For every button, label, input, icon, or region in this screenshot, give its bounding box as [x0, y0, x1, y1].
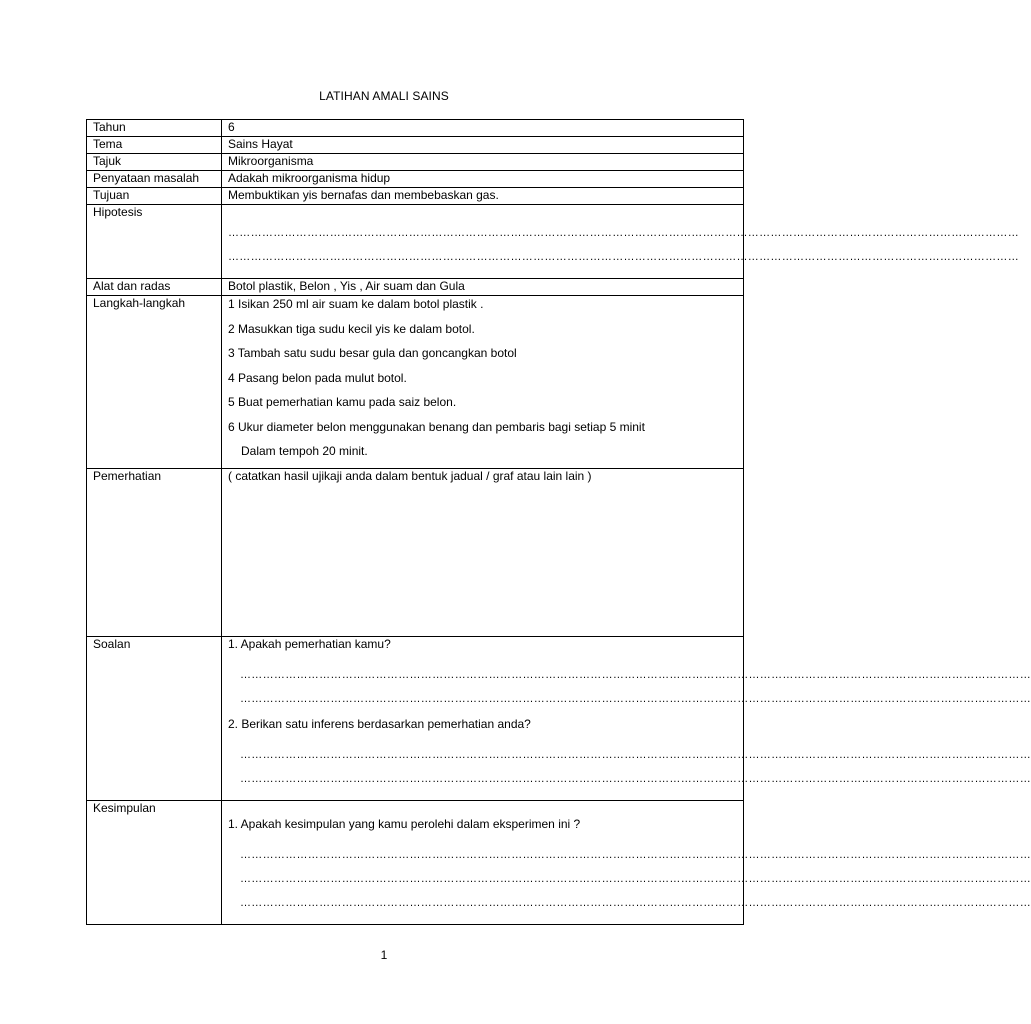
row-tema: [87, 137, 744, 154]
row-tujuan: [87, 188, 744, 205]
row-tahun: [87, 120, 744, 137]
answer-line: …………………………………………………………………………………………………………………………………………………………………………………………: [240, 748, 1031, 761]
label-kesimpulan: Kesimpulan: [87, 800, 222, 924]
step-item: 6 Ukur diameter belon menggunakan benang dan pembaris bagi setiap 5 minit: [228, 419, 645, 434]
step-item: Dalam tempoh 20 minit.: [241, 444, 368, 458]
step-item: 5 Buat pemerhatian kamu pada saiz belon.: [228, 395, 457, 409]
row-langkah-langkah: [87, 296, 744, 469]
value-tajuk: Mikroorganisma: [222, 154, 744, 171]
row-kesimpulan: [87, 800, 744, 924]
answer-line: …………………………………………………………………………………………………………………………………………………………………………………………: [240, 772, 1031, 785]
row-pemerhatian: [87, 468, 744, 636]
question-1: 1. Apakah pemerhatian kamu?: [228, 636, 391, 651]
row-hipotesis: [87, 205, 744, 279]
label-tajuk: Tajuk: [87, 154, 222, 171]
answer-line: …………………………………………………………………………………………………………………………………………………………………………………………: [240, 896, 1031, 909]
row-alat-dan-radas: [87, 279, 744, 296]
steps-list: [222, 296, 744, 469]
value-tema: Sains Hayat: [222, 137, 744, 154]
value-alat-dan-radas: Botol plastik, Belon , Yis , Air suam dan Gula: [222, 279, 744, 296]
page-number: 1: [380, 948, 388, 962]
label-tahun: Tahun: [87, 120, 222, 137]
label-alat-dan-radas: Alat dan radas: [87, 279, 222, 296]
document-title: LATIHAN AMALI SAINS: [319, 89, 449, 103]
answer-line: …………………………………………………………………………………………………………………………………………………………………………………………: [240, 692, 1031, 705]
label-tema: Tema: [87, 137, 222, 154]
row-penyataan-masalah: [87, 171, 744, 188]
answer-line: …………………………………………………………………………………………………………………………………………………………………………………………: [240, 848, 1031, 861]
row-soalan: [87, 636, 744, 800]
label-soalan: Soalan: [87, 636, 222, 800]
label-langkah-langkah: Langkah-langkah: [87, 296, 222, 469]
value-pemerhatian: ( catatkan hasil ujikaji anda dalam bentuk jadual / graf atau lain lain ): [222, 468, 744, 636]
label-pemerhatian: Pemerhatian: [87, 468, 222, 636]
row-tajuk: [87, 154, 744, 171]
soalan-area: [222, 636, 1031, 800]
label-hipotesis: Hipotesis: [87, 205, 222, 279]
step-item: 4 Pasang belon pada mulut botol.: [228, 370, 407, 385]
label-penyataan-masalah: Penyataan masalah: [87, 171, 222, 188]
practical-sheet-table: [86, 119, 1031, 925]
answer-line: …………………………………………………………………………………………………………………………………………………………………………………………: [240, 872, 1031, 885]
step-item: 3 Tambah satu sudu besar gula dan goncangkan botol: [228, 346, 517, 360]
label-tujuan: Tujuan: [87, 188, 222, 205]
question-2: 2. Berikan satu inferens berdasarkan pemerhatian anda?: [228, 716, 531, 731]
conclusion-question: 1. Apakah kesimpulan yang kamu perolehi dalam eksperimen ini ?: [228, 816, 581, 831]
value-penyataan-masalah: Adakah mikroorganisma hidup: [222, 171, 744, 188]
step-item: 2 Masukkan tiga sudu kecil yis ke dalam botol.: [228, 321, 475, 336]
kesimpulan-area: [222, 800, 1031, 924]
answer-line: …………………………………………………………………………………………………………………………………………………………………………………………: [228, 227, 1019, 239]
value-tujuan: Membuktikan yis bernafas dan membebaskan gas.: [222, 188, 744, 205]
answer-line: …………………………………………………………………………………………………………………………………………………………………………………………: [228, 251, 1019, 263]
hipotesis-answer-area: [222, 205, 1019, 279]
step-item: 1 Isikan 250 ml air suam ke dalam botol plastik .: [228, 297, 484, 311]
value-tahun: 6: [222, 120, 744, 137]
answer-line: …………………………………………………………………………………………………………………………………………………………………………………………: [240, 668, 1031, 681]
